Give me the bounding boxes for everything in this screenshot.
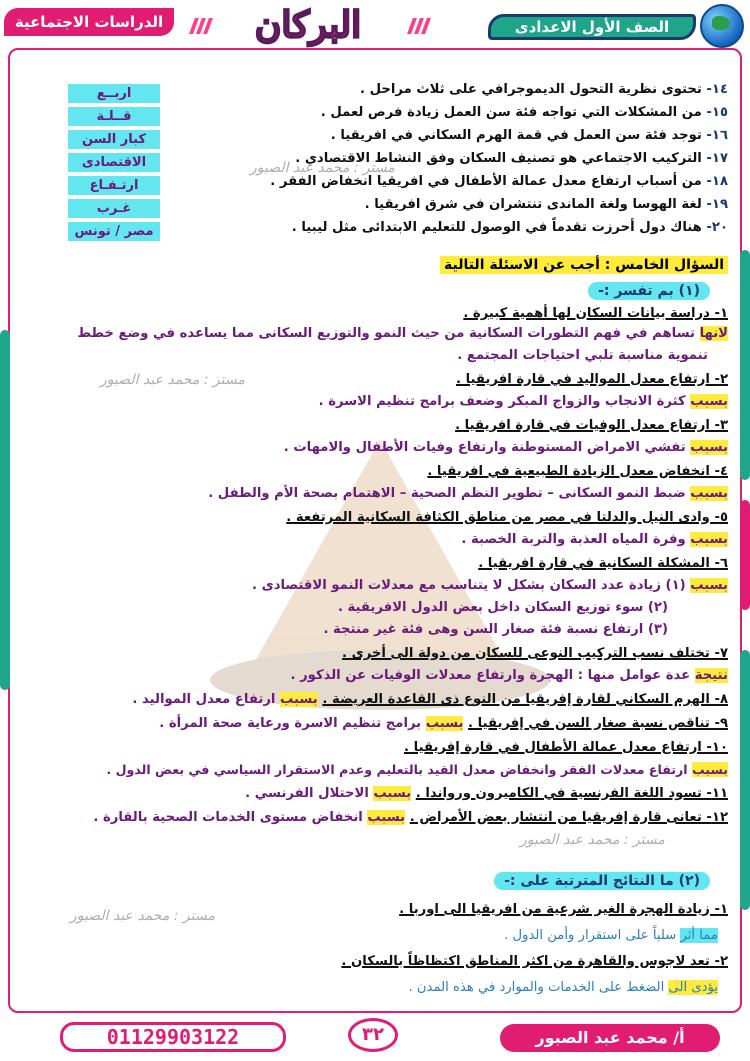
- result-question: ٢- تعد لاجوس والقاهرة من اكثر المناطق اكتظاظاً بالسكان .: [341, 954, 728, 969]
- explain-question: ١- دراسة بيانات السكان لها أهمية كبيرة .: [463, 306, 728, 321]
- brand-logo: البركان: [254, 4, 362, 46]
- result-answer: مما أثر سلباً على استقرار وأمن الدول .: [504, 928, 718, 943]
- author-watermark: مستر : محمد عبد الصبور: [250, 160, 395, 176]
- answer-column: [68, 84, 160, 245]
- statement-item: ١٥- من المشكلات التي تواجه فئة سن العمل زيادة فرص لعمل .: [320, 105, 728, 120]
- explain-answer: بسبب كثرة الانجاب والزواج المبكر وضعف برامج تنظيم الاسرة .: [318, 394, 728, 409]
- phone-number: 01129903122: [60, 1022, 286, 1052]
- side-decoration: [740, 650, 750, 910]
- explain-question: ٦- المشكلة السكانية في قارة افريقيا .: [478, 556, 728, 571]
- page-number: ٣٢: [348, 1018, 398, 1052]
- teacher-name: أ/ محمد عبد الصبور: [500, 1024, 720, 1052]
- explain-question: ١١- تسود اللغة الفرنسية في الكاميرون ورواندا . بسبب الاحتلال الفرنسي .: [245, 786, 728, 801]
- explain-answer: بسبب ضبط النمو السكانى – تطوير النظم الصحية – الاهتمام بصحة الأم والطفل .: [208, 486, 728, 501]
- result-answer: يؤدى الى الضغط على الخدمات والموارد في هذه المدن .: [408, 980, 718, 995]
- answer-item: كبار السن: [68, 130, 160, 149]
- answer-item: ارتـفـاع: [68, 176, 160, 195]
- page-header: [0, 0, 750, 50]
- explain-answer: (٢) سوء توزيع السكان داخل بعض الدول الافريقية .: [337, 600, 668, 615]
- explain-answer: تنموية مناسبة تلبي احتياجات المجتمع .: [457, 348, 708, 363]
- answer-item: غـرب: [68, 199, 160, 218]
- explain-answer: (٣) ارتفاع نسبة فئة صغار السن وهى فئة غير منتجة .: [323, 622, 668, 637]
- subject-label: الدراسات الاجتماعية: [4, 8, 174, 36]
- statement-item: ١٩- لغة الهوسا ولغة الماندى تنتشران في شرق افريقيا .: [364, 197, 728, 212]
- author-watermark: مستر : محمد عبد الصبور: [520, 832, 665, 848]
- statement-item: ١٤- تحتوى نظرية التحول الديموجرافي على ثلاث مراحل .: [359, 82, 728, 97]
- explain-answer: بسبب تفشي الامراض المستوطنة وارتفاع وفيات الأطفال والامهات .: [283, 440, 728, 455]
- side-decoration: [740, 250, 750, 480]
- explain-answer: نتيجة عدة عوامل منها : الهجرة وارتفاع معدلات الوفيات عن الذكور .: [290, 668, 728, 683]
- logo-stripes-left: [180, 18, 210, 34]
- answer-item: اربــع: [68, 84, 160, 103]
- subsection-title: (١) بم تفسر :-: [588, 282, 710, 300]
- section-title: السؤال الخامس : أجب عن الاسئلة التالية: [440, 256, 728, 274]
- explain-question: ٨- الهرم السكاني لقارة إفريقيا من النوع ذى القاعدة العريضة . بسبب ارتفاع معدل المواليد .: [132, 692, 728, 707]
- statement-item: ١٦- توجد فئة سن العمل في قمة الهرم السكاني في افريقيا .: [330, 128, 728, 143]
- statement-item: ٢٠- هناك دول أحرزت تقدماً في الوصول للتعليم الابتدائى مثل ليبيا .: [291, 220, 728, 235]
- explain-answer: بسبب وفرة المياه العذبة والتربة الخصبة .: [461, 532, 728, 547]
- explain-question: ٩- تناقص نسبة صغار السن في إفريقيا . بسبب برامج تنظيم الاسرة ورعاية صحة المرأة .: [159, 716, 728, 731]
- author-watermark: مستر : محمد عبد الصبور: [70, 908, 215, 924]
- explain-question: ٥- وادى النيل والدلتا في مصر من مناطق الكثافة السكانية المرتفعة .: [286, 510, 728, 525]
- globe-icon: [700, 4, 744, 48]
- grade-label: الصف الأول الاعدادى: [488, 14, 696, 40]
- answer-item: قــلـة: [68, 107, 160, 126]
- explain-question: ٢- ارتفاع معدل المواليد في قارة افريقيا .: [456, 372, 728, 387]
- result-question: ١- زيادة الهجرة الغير شرعية من افريقيا الى اوربا .: [399, 902, 728, 917]
- explain-answer: بسبب ارتفاع معدلات الفقر وانخفاض معدل القيد بالتعليم وعدم الاستقرار السياسي في بعض الدول .: [106, 762, 728, 777]
- explain-question: ١٢- تعانى قارة إفريقيا من انتشار بعض الأمراض . بسبب انخفاض مستوى الخدمات الصحية بالقارة .: [93, 810, 728, 825]
- answer-item: الاقتصادى: [68, 153, 160, 172]
- subsection-title: (٢) ما النتائج المترتبة على :-: [494, 872, 710, 890]
- side-decoration: [0, 330, 10, 690]
- answer-item: مصر / تونس: [68, 222, 160, 241]
- explain-answer: بسبب (١) زيادة عدد السكان بشكل لا يتناسب مع معدلات النمو الاقتصادى .: [252, 578, 728, 593]
- explain-question: ٧- تختلف نسب التركيب النوعى للسكان من دولة الى أخرى .: [342, 646, 728, 661]
- author-watermark: مستر : محمد عبد الصبور: [100, 372, 245, 388]
- statement-item: ١٧- التركيب الاجتماعي هو تصنيف السكان وفق النشاط الاقتصادي .: [295, 151, 728, 166]
- page-footer: [0, 1018, 750, 1061]
- explain-question: ٤- انخفاض معدل الزيادة الطبيعية في افريقيا .: [427, 464, 728, 479]
- side-decoration: [740, 500, 750, 610]
- explain-answer: لانها تساهم في فهم التطورات السكانية من حيث النمو والتوزيع السكانى مما يساعده في وضع خطط: [77, 326, 728, 341]
- explain-question: ٣- ارتفاع معدل الوفيات في قارة افريقيا .: [455, 418, 728, 433]
- explain-question: ١٠- ارتفاع معدل عمالة الأطفال في قارة إفريقيا .: [404, 740, 728, 755]
- statement-item: ١٨- من أسباب ارتفاع معدل عمالة الأطفال في افريقيا انخفاض الفقر .: [270, 174, 728, 189]
